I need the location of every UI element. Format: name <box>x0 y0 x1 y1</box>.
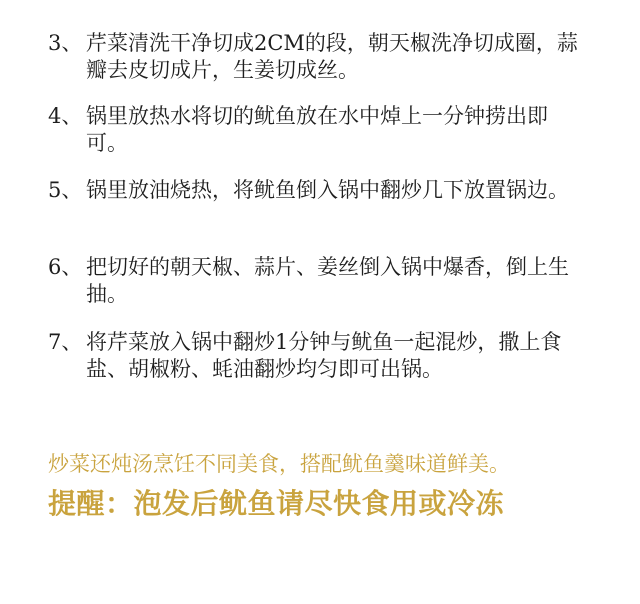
step-number: 3、 <box>48 31 83 55</box>
step-text: 锅里放热水将切的鱿鱼放在水中焯上一分钟捞出即可。 <box>86 104 548 155</box>
step-text: 将芹菜放入锅中翻炒1分钟与鱿鱼一起混炒，撒上食盐、胡椒粉、蚝油翻炒均匀即可出锅。 <box>86 330 562 381</box>
step-number: 7、 <box>48 330 83 354</box>
step-text: 锅里放油烧热，将鱿鱼倒入锅中翻炒几下放置锅边。 <box>86 178 569 202</box>
step-number: 5、 <box>48 178 83 202</box>
step-4 <box>48 103 588 157</box>
step-5 <box>48 177 588 204</box>
step-text: 芹菜清洗干净切成2CM的段，朝天椒洗净切成圈，蒜瓣去皮切成片，生姜切成丝。 <box>86 31 578 82</box>
cooking-tip: 炒菜还炖汤烹饪不同美食，搭配鱿鱼羹味道鲜美。 <box>48 452 510 476</box>
storage-reminder: 提醒：泡发后鱿鱼请尽快食用或冷冻 <box>48 487 505 520</box>
step-3 <box>48 30 588 84</box>
step-text: 把切好的朝天椒、蒜片、姜丝倒入锅中爆香，倒上生抽。 <box>86 255 569 306</box>
step-7 <box>48 329 588 383</box>
step-number: 4、 <box>48 104 83 128</box>
step-6 <box>48 254 588 308</box>
step-number: 6、 <box>48 255 83 279</box>
